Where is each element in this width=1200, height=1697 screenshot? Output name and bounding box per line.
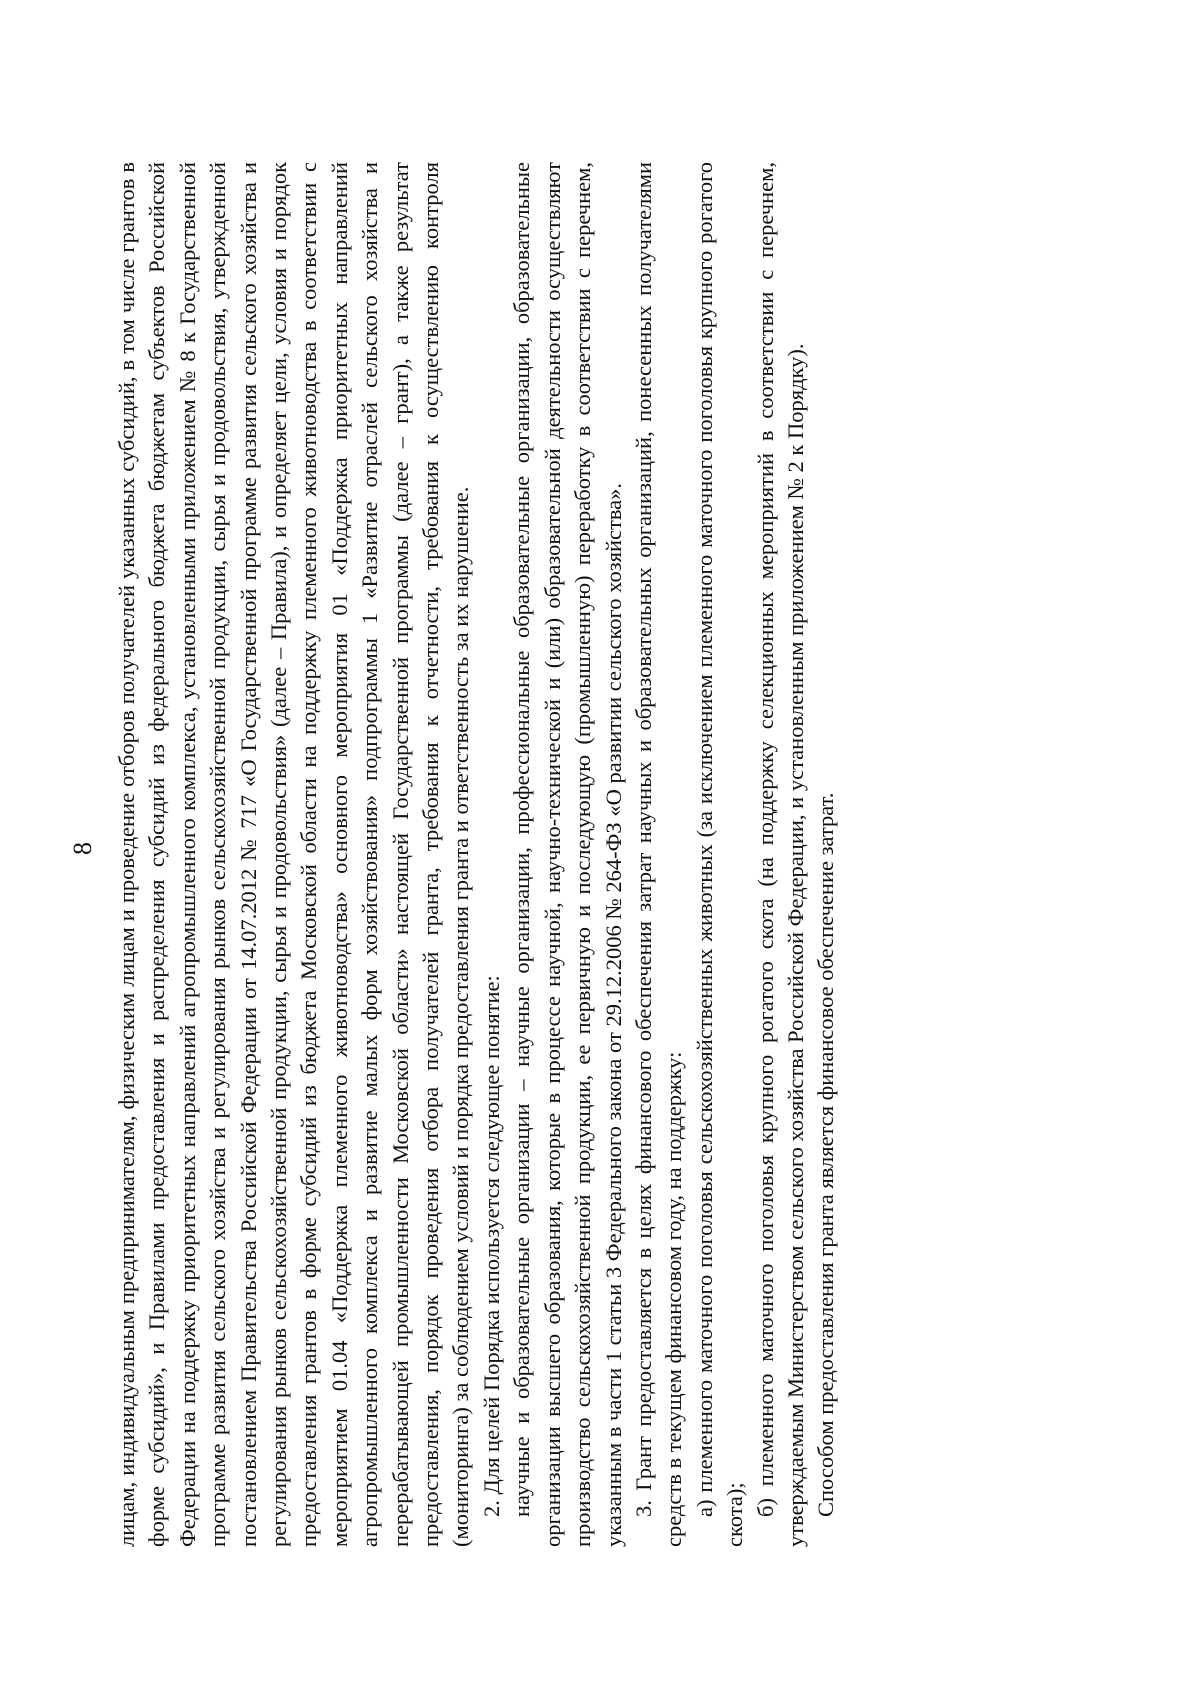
paragraph-3: научные и образовательные организации – научные организации, профессиональные образовательные организации, образовательные организации высшего образования, которые в процессе научной, научно-технической и (или) образовательной деятельности осуществляют производство сельскохозяйственной продукции, ее первичную и последующую (промышленную) переработку в соответствии с перечнем, указанным в части 1 статьи 3 Федерального закона от 29.12.2006 № 264-ФЗ «О развитии сельского хозяйства». [509,162,626,1547]
paragraph-2: 2. Для целей Порядка используется следующее понятие: [478,975,504,1517]
paragraph-5: а) племенного маточного поголовья сельскохозяйственных животных (за исключением племенного маточного поголовья крупного рогатого скота); [691,162,748,1547]
document-body [112,162,842,1547]
paragraph-4: 3. Грант предоставляется в целях финансового обеспечения затрат научных и образовательных организаций, понесенных получателями средств в текущем финансовом году, на поддержку: [630,162,687,1547]
paragraph-7: Способом предоставления гранта является финансовое обеспечение затрат. [813,792,839,1517]
paragraph-1: лицам, индивидуальным предпринимателям, физическим лицам и проведение отборов получателей указанных субсидий, в том числе грантов в форме субсидий», и Правилами предоставления и распределения субсидий из федерального бюджета бюджетам субъектов Российской Федерации на поддержку приоритетных направлений агропромышленного комплекса, установленными приложением № 8 к Государственной программе развития сельского хозяйства и регулирования рынков сельскохозяйственной продукции, сырья и продовольствия, утвержденной постановлением Правительства Российской Федерации от 14.07.2012 № 717 «О Государственной программе развития сельского хозяйства и регулирования рынков сельскохозяйственной продукции, сырья и продовольствия» (далее – Правила), и определяет цели, условия и порядок предоставления грантов в форме субсидий из бюджета Московской области на поддержку племенного животноводства в соответствии с мероприятием 01.04 «Поддержка племенного животноводства» основного мероприятия 01 «Поддержка приоритетных направлений агропромышленного комплекса и развитие малых форм хозяйствования» подпрограммы 1 «Развитие отраслей сельского хозяйства и перерабатывающей промышленности Московской области» настоящей Государственной программы (далее – грант), а также результат предоставления, порядок проведения отбора получателей гранта, требования к отчетности, требования к осуществлению контроля (мониторинга) за соблюдением условий и порядка предоставления гранта и ответственность за их нарушение. [114,162,474,1547]
paragraph-6: б) племенного маточного поголовья крупного рогатого скота (на поддержку селекционных мероприятий в соответствии с перечнем, утверждаемым Министерством сельского хозяйства Российской Федерации, и установленным приложением № 2 к Порядку). [752,162,808,1547]
page-number: 8 [68,842,97,855]
